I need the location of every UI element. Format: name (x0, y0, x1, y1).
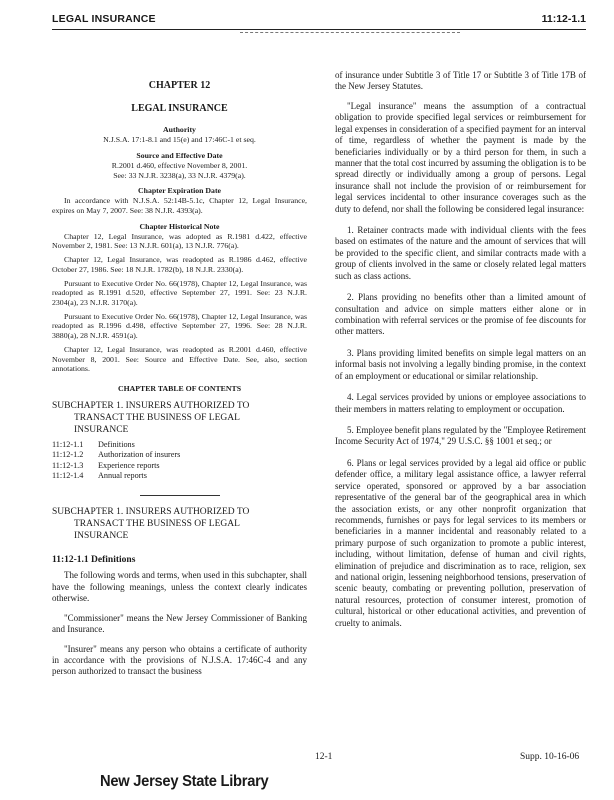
list-item: 1. Retainer contracts made with individual clients with the fees based on estimates of the nature and the amount of services that will be provided to the specific client, and similar contracts made with a group of clients involved in the same or closely related legal matters such as class actions. (335, 225, 586, 281)
toc-item (52, 461, 307, 471)
subchapter-line: TRANSACT THE BUSINESS OF LEGAL (74, 519, 240, 530)
section-heading: 11:12-1.1 Definitions (52, 555, 136, 566)
source-heading: Source and Effective Date (136, 151, 223, 160)
toc-item-number: 11:12-1.4 (52, 470, 84, 480)
toc-subchapter-line: INSURANCE (74, 425, 129, 436)
toc-item-title: Experience reports (98, 460, 160, 470)
page-number: 12-1 (315, 752, 333, 762)
history-paragraph: Chapter 12, Legal Insurance, was readopted as R.2001 d.460, effective November 8, 2001. See: Source and Effective Date. See, also, section annotations. (52, 344, 307, 374)
right-column (335, 70, 586, 629)
expiration-text: In accordance with N.J.S.A. 52:14B-5.1c, Chapter 12, Legal Insurance, expires on May 7, 2007. See: 38 N.J.R. 4393(a). (52, 196, 307, 215)
toc-item-title: Authorization of insurers (98, 450, 181, 460)
toc-heading: CHAPTER TABLE OF CONTENTS (117, 384, 242, 394)
history-paragraph: Pursuant to Executive Order No. 66(1978), Chapter 12, Legal Insurance, was readopted as R.1996 d.498, effective September 27, 1996. See: 28 N.J.R. 3880(a), 28 N.J.R. 4591(a). (52, 311, 307, 341)
toc-subchapter-line: SUBCHAPTER 1. INSURERS AUTHORIZED TO (52, 401, 250, 412)
header-section-number: 11:12-1.1 (541, 13, 586, 25)
running-header (52, 8, 586, 30)
history-paragraph: Chapter 12, Legal Insurance, was readopted as R.1986 d.462, effective October 27, 1986. See: 18 N.J.R. 1782(b), 18 N.J.R. 2330(a). (52, 255, 307, 274)
chapter-title: LEGAL INSURANCE (131, 102, 228, 114)
toc-item-number: 11:12-1.2 (52, 450, 84, 460)
left-column (52, 70, 307, 678)
body-paragraph: "Legal insurance" means the assumption of a contractual obligation to provide specified legal services or reimbursement for legal expenses in consideration of a specified payment for an interval of time, regardless of whether the payment is made by the beneficiaries individually or by a third person for them, in such a manner that the total cost incurred by assuming the obligation is to be spread directly or individually among a group of persons. Legal insurance shall not include the provision of or reimbursement for legal services incidental to other insurance coverages such as the duty to defend, nor shall the following be considered legal insurance: (335, 100, 586, 214)
section-divider (140, 495, 220, 496)
toc-item (52, 440, 307, 450)
header-rule (52, 29, 586, 30)
toc-subchapter-line: TRANSACT THE BUSINESS OF LEGAL (74, 413, 240, 424)
list-item: 6. Plans or legal services provided by a legal aid office or public defender office, a military legal assistance office, a lawyer referral service operated, sponsored or approved by a bar association representative of the general bar of the geographical area in which the association exists, or any other nonprofit organization that recommends, furnishes or pays for legal services to its members or beneficiaries in a manner incidental and reasonably related to a primary purpose of such organization to promote a public interest, including, without limitation, defense of human and civil rights, elimination of prejudice and discrimination as to race, religion, sex and national origin, lessening neighborhood tensions, preservation of scenic beauty, combating or preventing pollution, preservation of natural resources, protection of consumer interest, promotion of cultural, historical or other educational activities, and prevention of cruelty to animals. (335, 457, 586, 628)
subchapter-line: SUBCHAPTER 1. INSURERS AUTHORIZED TO (52, 507, 250, 518)
toc-item-title: Annual reports (98, 470, 147, 480)
toc-item (52, 471, 307, 481)
chapter-number: CHAPTER 12 (148, 80, 211, 91)
list-item: 2. Plans providing no benefits other than a limited amount of consultation and advice on simple matters either alone or in combination with referral services or the promise of fee discounts for other matters. (335, 292, 586, 337)
header-rule-faint (240, 32, 460, 33)
body-paragraph: "Insurer" means any person who obtains a certificate of authority in accordance with the provisions of N.J.S.A. 17:46C-4 and any person authorized to transact the business (52, 643, 307, 677)
toc-item-title: Definitions (98, 440, 135, 450)
toc-list (52, 440, 307, 481)
source-text-1: R.2001 d.460, effective November 8, 2001. (111, 160, 248, 170)
toc-subchapter-title (52, 400, 307, 436)
body-paragraph: of insurance under Subtitle 3 of Title 17 or Subtitle 3 of Title 17B of the New Jersey Statutes. (335, 70, 586, 92)
toc-item (52, 450, 307, 460)
source-text-2: See: 33 N.J.R. 3238(a), 33 N.J.R. 4379(a). (113, 170, 246, 180)
subchapter-line: INSURANCE (74, 531, 129, 542)
list-item: 3. Plans providing limited benefits on simple legal matters on an informal basis not involving a legally binding promise, in the context of an employment or educational or similar relationship. (335, 347, 586, 381)
supplement-date: Supp. 10-16-06 (520, 752, 580, 762)
body-paragraph: The following words and terms, when used in this subchapter, shall have the following meanings, unless the context clearly indicates otherwise. (52, 570, 307, 604)
expiration-heading: Chapter Expiration Date (137, 186, 222, 196)
body-paragraph: "Commissioner" means the New Jersey Commissioner of Banking and Insurance. (52, 612, 307, 635)
subchapter-title (52, 506, 307, 542)
toc-item-number: 11:12-1.1 (52, 440, 84, 450)
history-paragraph: Pursuant to Executive Order No. 66(1978), Chapter 12, Legal Insurance, was readopted as R.1991 d.520, effective September 27, 1991. See: 23 N.J.R. 2304(a), 23 N.J.R. 3170(a). (52, 278, 307, 308)
list-item: 5. Employee benefit plans regulated by the "Employee Retirement Income Security Act of 1974," 29 U.S.C. §§ 1001 et seq.; or (335, 424, 586, 447)
header-title: LEGAL INSURANCE (52, 13, 156, 25)
history-paragraph: Chapter 12, Legal Insurance, was adopted as R.1981 d.422, effective November 2, 1981. See: 13 N.J.R. 601(a), 13 N.J.R. 776(a). (52, 231, 307, 251)
authority-heading: Authority (163, 125, 196, 135)
history-heading: Chapter Historical Note (139, 221, 220, 231)
authority-text: N.J.S.A. 17:1-8.1 and 15(e) and 17:46C-1 et seq. (103, 135, 256, 145)
toc-item-number: 11:12-1.3 (52, 460, 84, 470)
library-stamp: New Jersey State Library (100, 773, 269, 790)
list-item: 4. Legal services provided by unions or employee associations to their members in matters relating to employment or occupation. (335, 392, 586, 414)
